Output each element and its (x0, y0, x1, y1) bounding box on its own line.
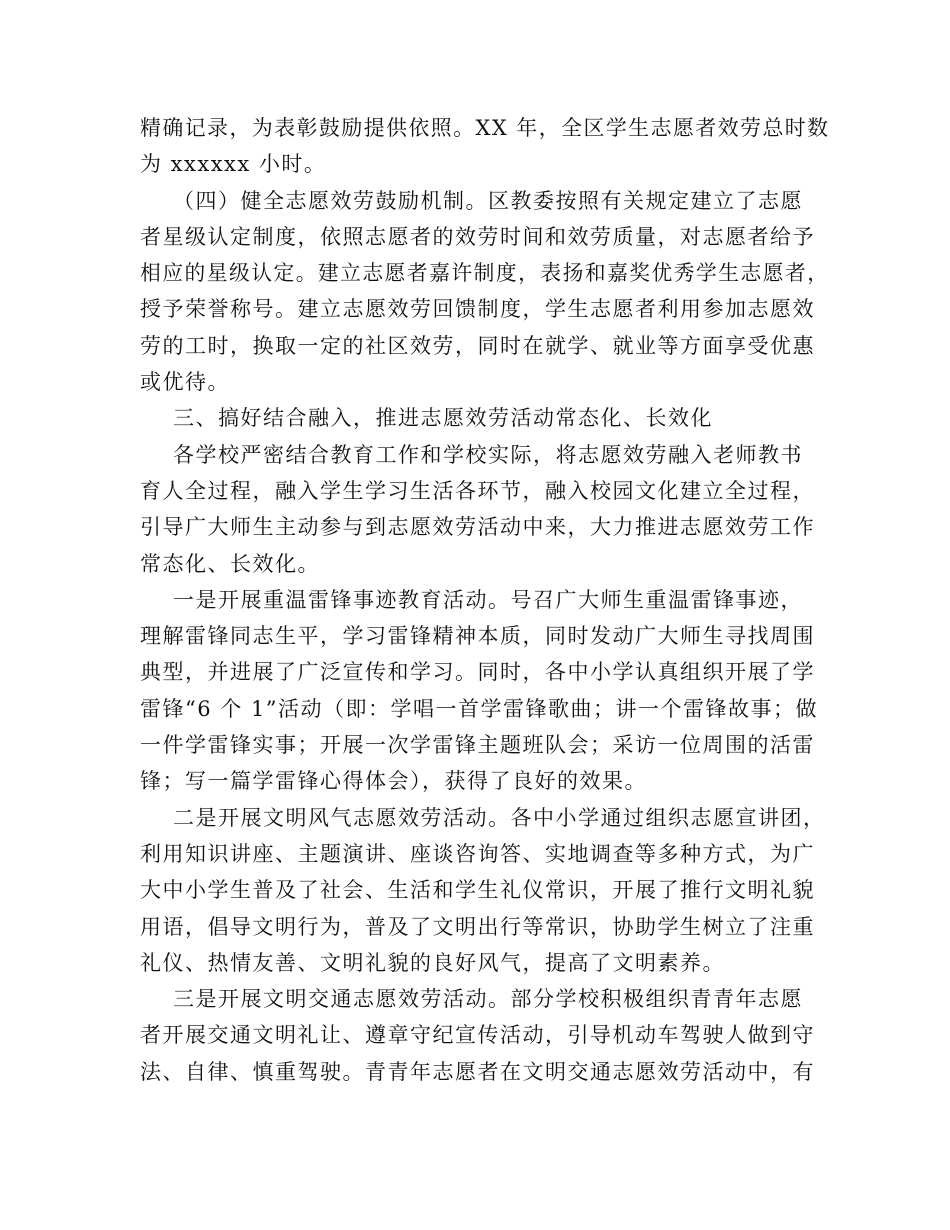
text-line: 雷锋“6 个 1”活动（即：学唱一首学雷锋歌曲；讲一个雷锋故事；做 (140, 696, 819, 721)
text-line: 三是开展文明交通志愿效劳活动。部分学校积极组织青青年志愿 (173, 987, 803, 1012)
text-line: 典型，并进展了广泛宣传和学习。同时，各中小学认真组织开展了学 (140, 660, 815, 685)
text-line: 法、自律、慎重驾驶。青青年志愿者在文明交通志愿效劳活动中，有 (140, 1059, 815, 1084)
text-line: 或优待。 (140, 370, 230, 395)
text-line: 者开展交通文明礼让、遵章守纪宣传活动，引导机动车驾驶人做到守 (140, 1023, 815, 1048)
text-line: （四）健全志愿效劳鼓励机制。区教委按照有关规定建立了志愿 (173, 188, 803, 213)
document-body (140, 110, 830, 1090)
text-line: 常态化、长效化。 (140, 551, 320, 576)
text-line: 一件学雷锋实事；开展一次学雷锋主题班队会；采访一位周围的活雷 (140, 733, 815, 758)
text-line: 精确记录，为表彰鼓励提供依照。XX 年，全区学生志愿者效劳总时数 (140, 116, 830, 140)
text-line: 理解雷锋同志生平，学习雷锋精神本质，同时发动广大师生寻找周围 (140, 624, 815, 649)
text-line: 利用知识讲座、主题演讲、座谈咨询答、实地调查等多种方式，为广 (140, 841, 815, 866)
text-line: 授予荣誉称号。建立志愿效劳回馈制度，学生志愿者利用参加志愿效 (140, 297, 815, 322)
text-line: 大中小学生普及了社会、生活和学生礼仪常识，开展了推行文明礼貌 (140, 878, 815, 903)
text-line: 劳的工时，换取一定的社区效劳，同时在就学、就业等方面享受优惠 (140, 333, 815, 358)
text-line: 一是开展重温雷锋事迹教育活动。号召广大师生重温雷锋事迹， (173, 587, 803, 612)
text-line: 礼仪、热情友善、文明礼貌的良好风气，提高了文明素养。 (140, 950, 725, 975)
text-line: 为 xxxxxx 小时。 (140, 152, 327, 177)
text-line: 各学校严密结合教育工作和学校实际，将志愿效劳融入老师教书 (173, 442, 803, 467)
text-line: 相应的星级认定。建立志愿者嘉许制度，表扬和嘉奖优秀学生志愿者， (140, 261, 830, 286)
text-line: 引导广大师生主动参与到志愿效劳活动中来，大力推进志愿效劳工作 (140, 515, 815, 540)
text-line: 二是开展文明风气志愿效劳活动。各中小学通过组织志愿宣讲团， (173, 805, 826, 830)
text-line: 育人全过程，融入学生学习生活各环节，融入校园文化建立全过程， (140, 478, 815, 503)
text-line: 者星级认定制度，依照志愿者的效劳时间和效劳质量，对志愿者给予 (140, 224, 815, 249)
text-line: 三、搞好结合融入，推进志愿效劳活动常态化、长效化 (173, 406, 713, 431)
text-line: 锋；写一篇学雷锋心得体会），获得了良好的效果。 (140, 769, 647, 794)
text-line: 用语，倡导文明行为，普及了文明出行等常识，协助学生树立了注重 (140, 914, 815, 939)
